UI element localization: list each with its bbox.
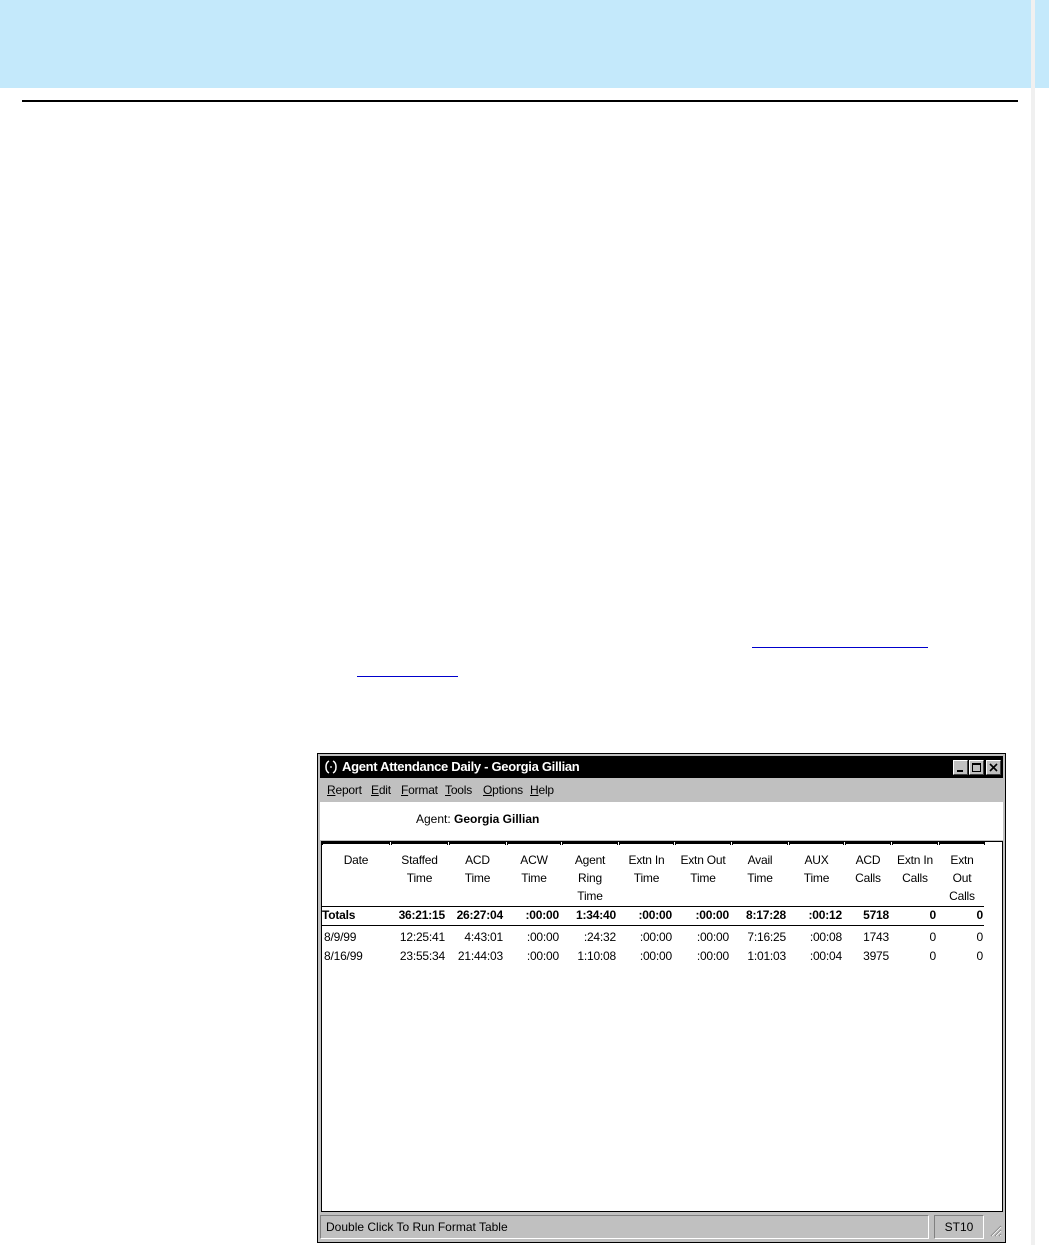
column-marker[interactable] bbox=[619, 842, 674, 845]
table-cell: 1:10:08 bbox=[577, 949, 616, 963]
column-header-aux-time[interactable]: AUX Time bbox=[803, 853, 830, 885]
menu-accel: H bbox=[530, 783, 539, 797]
column-header-avail-time[interactable]: Avail Time bbox=[747, 853, 773, 885]
menu-label: ptions bbox=[492, 783, 523, 797]
report-table[interactable] bbox=[321, 841, 1003, 1212]
column-marker[interactable] bbox=[675, 842, 731, 845]
agent-name: Georgia Gillian bbox=[454, 812, 540, 826]
menu-edit[interactable] bbox=[371, 783, 391, 797]
column-header-extn-in-time[interactable]: Extn In Time bbox=[628, 853, 665, 885]
table-cell: 0 bbox=[929, 908, 936, 922]
table-cell: 21:44:03 bbox=[457, 949, 503, 963]
column-marker[interactable] bbox=[391, 842, 448, 845]
table-cell: :24:32 bbox=[583, 930, 616, 944]
column-header-acw-time[interactable]: ACW Time bbox=[520, 853, 548, 885]
column-marker[interactable] bbox=[507, 842, 561, 845]
column-marker[interactable] bbox=[845, 842, 891, 845]
page-header-band bbox=[0, 0, 1049, 88]
status-code: ST10 bbox=[934, 1215, 984, 1239]
menu-accel: O bbox=[483, 783, 493, 797]
table-cell: 26:27:04 bbox=[456, 908, 503, 922]
table-cell: :00:00 bbox=[526, 930, 559, 944]
menu-label: ools bbox=[450, 783, 473, 797]
menu-label: dit bbox=[378, 783, 391, 797]
date-cell: 8/9/99 bbox=[324, 930, 357, 944]
table-cell: 23:55:34 bbox=[399, 949, 445, 963]
menu-accel: R bbox=[327, 783, 336, 797]
table-cell: 3975 bbox=[863, 949, 889, 963]
minimize-button[interactable] bbox=[953, 760, 968, 775]
menu-format[interactable] bbox=[401, 783, 438, 797]
table-cell: :00:00 bbox=[638, 908, 672, 922]
hyperlink-underline[interactable] bbox=[357, 676, 458, 677]
column-header-acd-calls[interactable]: ACD Calls bbox=[855, 853, 881, 885]
column-header-extn-in-calls[interactable]: Extn In Calls bbox=[897, 853, 933, 885]
maximize-icon bbox=[970, 761, 983, 774]
column-marker[interactable] bbox=[562, 842, 618, 845]
table-cell: 0 bbox=[976, 949, 983, 963]
header-divider bbox=[322, 906, 984, 907]
table-cell: 4:43:01 bbox=[464, 930, 503, 944]
status-message: Double Click To Run Format Table bbox=[320, 1215, 929, 1239]
table-cell: 1:01:03 bbox=[747, 949, 786, 963]
table-cell: :00:00 bbox=[525, 908, 559, 922]
totals-label: Totals bbox=[322, 908, 356, 922]
maximize-button[interactable] bbox=[969, 760, 984, 775]
totals-divider bbox=[322, 925, 984, 926]
column-marker[interactable] bbox=[939, 842, 985, 845]
column-marker[interactable] bbox=[449, 842, 506, 845]
status-bar bbox=[320, 1215, 1003, 1240]
column-marker[interactable] bbox=[322, 842, 390, 845]
menu-report[interactable] bbox=[327, 783, 362, 797]
table-cell: 0 bbox=[976, 908, 983, 922]
table-cell: 0 bbox=[929, 949, 936, 963]
close-button[interactable] bbox=[986, 760, 1001, 775]
table-cell: :00:00 bbox=[696, 949, 729, 963]
menu-accel: T bbox=[445, 783, 451, 797]
table-cell: 7:16:25 bbox=[747, 930, 786, 944]
column-marker[interactable] bbox=[732, 842, 788, 845]
menu-label: elp bbox=[538, 783, 554, 797]
table-cell: :00:00 bbox=[639, 949, 672, 963]
column-header-extn-out-time[interactable]: Extn Out Time bbox=[680, 853, 726, 885]
table-cell: :00:04 bbox=[809, 949, 842, 963]
title-bar[interactable] bbox=[320, 756, 1003, 778]
column-marker[interactable] bbox=[789, 842, 844, 845]
table-cell: 8:17:28 bbox=[746, 908, 786, 922]
table-cell: :00:00 bbox=[639, 930, 672, 944]
menu-label: ormat bbox=[408, 783, 438, 797]
window-title: Agent Attendance Daily - Georgia Gillian bbox=[342, 759, 580, 774]
menu-accel: E bbox=[371, 783, 379, 797]
app-icon bbox=[323, 759, 339, 775]
table-cell: :00:00 bbox=[526, 949, 559, 963]
resize-grip-icon[interactable] bbox=[988, 1223, 1002, 1237]
agent-header-panel bbox=[320, 802, 1003, 840]
table-cell: 5718 bbox=[863, 908, 889, 922]
table-cell: 0 bbox=[976, 930, 983, 944]
menu-label: eport bbox=[335, 783, 362, 797]
table-cell: :00:12 bbox=[808, 908, 842, 922]
column-header-acd-time[interactable]: ACD Time bbox=[464, 853, 491, 885]
column-marker[interactable] bbox=[892, 842, 938, 845]
report-window bbox=[317, 753, 1006, 1243]
minimize-icon bbox=[954, 761, 967, 774]
table-cell: 1:34:40 bbox=[576, 908, 616, 922]
menu-tools[interactable] bbox=[445, 783, 472, 797]
column-header-staffed-time[interactable]: Staffed Time bbox=[401, 853, 438, 885]
table-cell: 0 bbox=[929, 930, 936, 944]
date-cell: 8/16/99 bbox=[324, 949, 363, 963]
column-header-agent-ring-time[interactable]: Agent Ring Time bbox=[574, 853, 606, 903]
table-cell: :00:08 bbox=[809, 930, 842, 944]
menu-accel: F bbox=[401, 783, 409, 797]
table-cell: 12:25:41 bbox=[399, 930, 445, 944]
menu-options[interactable] bbox=[483, 783, 523, 797]
menu-help[interactable] bbox=[530, 783, 554, 797]
close-icon bbox=[987, 761, 1000, 774]
table-cell: 36:21:15 bbox=[398, 908, 445, 922]
header-rule bbox=[22, 100, 1018, 102]
menu-bar bbox=[320, 779, 1003, 801]
page-edge-bar bbox=[1031, 0, 1035, 1245]
column-header-date[interactable]: Date bbox=[343, 853, 369, 867]
table-cell: 1743 bbox=[863, 930, 889, 944]
agent-label: Agent: bbox=[416, 812, 451, 826]
column-header-extn-out-calls[interactable]: Extn Out Calls bbox=[949, 853, 975, 903]
hyperlink-underline[interactable] bbox=[752, 647, 928, 648]
table-cell: :00:00 bbox=[695, 908, 729, 922]
table-cell: :00:00 bbox=[696, 930, 729, 944]
